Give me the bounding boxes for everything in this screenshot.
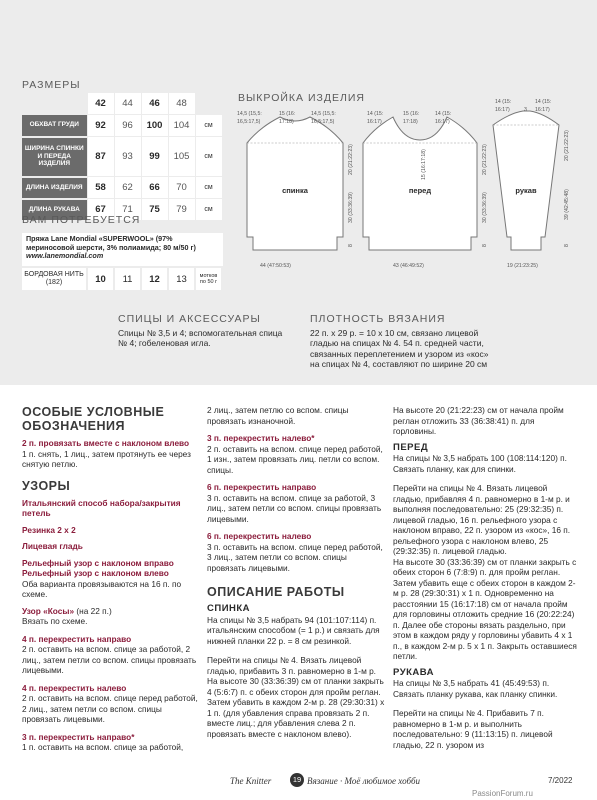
dim-label: 16:17) [535,107,550,113]
dim-label: 30 (33:36:39) [482,192,488,223]
body-text: На спицы № 3,5 набрать 100 (108:114:120) п. Связать планку, как для спинки. [393,453,567,474]
qty-cell: 10 [87,268,114,290]
back-piece [247,117,343,250]
term-title: 2 п. провязать вместе с наклоном влево [22,438,190,448]
patterns-heading: УЗОРЫ [22,478,71,493]
sizes-table [22,92,223,222]
gauge-block [310,314,500,370]
gauge-text: 22 п. х 29 р. = 10 х 10 см, связано лицевой гладью на спицах № 4. 54 п. средней части, связанных переплетением и узором из «кос» на спицах № 4, составляют по ширине 20 см [310,327,489,369]
dim-label: 20 (21:22:23) [348,144,354,175]
sizes-row [22,137,222,177]
gauge-heading: ПЛОТНОСТЬ ВЯЗАНИЯ [310,313,446,325]
needs-heading: ВАМ ПОТРЕБУЕТСЯ [22,214,141,226]
pattern-title-row [22,606,200,617]
dim-label: 16,5:17,5) [237,119,261,125]
pattern-text: Оба варианта провязываются на 16 п. по схеме. [22,578,182,599]
term-title: 4 п. перекрестить налево [22,682,127,693]
dim-label: 8 [564,244,570,247]
cell: 66 [141,177,168,199]
accessories-heading: СПИЦЫ И АКСЕССУАРЫ [118,313,261,325]
pattern-title: Рельефный узор с наклоном влево [22,568,169,578]
term-title: 6 п. перекрестить налево [207,531,312,541]
body-text: На высоте 30 (33:36:39) см от планки закрыть с обеих сторон 6 (7:8:9) п. для пройм реглан. Затем убавить еще с обеих сторон в каждом 2-м р. 28 (29:30:31) х 1 п. Одновременно на расстоянии 15 (16:17:18) см от начала пройм для горловины отложить средние 16 (20:22:24) п. Далее обе стороны вязать раздельно, при этом в каждом ряду у горловины убавить 4 х 1 п., в каждом 2-м р. 5 х 1 п. Закрыть оставшиеся петли. [393,556,577,661]
cell: 99 [141,137,168,177]
issue-number: 7/2022 [548,776,573,785]
dim-label: 39 (42:45:48) [564,189,570,220]
unit: см [195,115,222,137]
dim-label: 14 (15: [495,99,512,105]
term-text: 2 п. оставить на вспом. спице за работой, 2 лиц., затем петли со вспом. спицы провязать лицевыми. [22,644,197,675]
accessories-block [118,314,293,349]
dim-label: 44 (47:50:53) [260,263,291,269]
dim-label: 19 (21:23:25) [507,263,538,269]
yarn-text: Пряжа Lane Mondial «SUPERWOOL» (97% мериносовой шерсти, 3% полиамида; 80 м/50 г) [26,234,196,252]
term-text: 1 п. снять, 1 лиц., затем протянуть ее через снятую петлю. [22,448,191,469]
yarn-site-link[interactable]: www.lanemondial.com [26,251,104,260]
dim-label: 14 (15: [535,99,552,105]
sleeve-heading: РУКАВА [393,666,435,678]
dim-label: 14,5 (15,5: [237,111,262,117]
size-header: 42 [87,93,114,115]
dim-label: 20 (21:22:23) [482,144,488,175]
dim-label: 20 (21:22:23) [564,130,570,161]
magazine-subtitle: Вязание · Моё любимое хобби [307,776,420,786]
pattern-text: Вязать по схеме. [22,616,88,626]
front-heading: ПЕРЕД [393,441,429,453]
dim-label: 14 (15: [435,111,452,117]
qty-cell: 13 [168,268,195,290]
term-text: 2 п. оставить на вспом. спице перед работой, 2 лиц., затем петли со вспом. спицы провязать лицевыми. [22,693,198,724]
unit: см [195,199,222,221]
cell: 79 [168,199,195,221]
dim-label: 16:17) [367,119,382,125]
pattern-title: Резинка 2 х 2 [22,524,76,535]
body-text: На спицы № 3,5 набрать 94 (101:107:114) п. итальянским способом (= 1 р.) и связать для нижней планки 22 р. = 8 см резинкой. [207,614,380,646]
qty-label: БОРДОВАЯ НИТЬ (182) [22,268,87,290]
row-label: ДЛИНА ИЗДЕЛИЯ [22,177,87,199]
unit: см [195,137,222,177]
cell: 104 [168,115,195,137]
cell: 92 [87,115,114,137]
dim-label: 17:18) [403,119,418,125]
sizes-header-row [22,93,222,115]
accessories-text: Спицы № 3,5 и 4; вспомогательная спица № 4; гобеленовая игла. [118,327,283,348]
dim-label: 16:17) [435,119,450,125]
dim-label: 3 [524,107,527,113]
term-text: 3 п. оставить на вспом. спице перед работой, 3 лиц., затем петли со вспом. спицы провязать лицевыми. [207,541,383,573]
body-text: Перейти на спицы № 4. Вязать лицевой гладью, прибавляя 4 п. равномерно в 1-м р. и выполняя последовательно: 25 (29:32:35) п. лицевой гладью, 16 п. рельефного узора с наклоном вправо, 22 п. узором из «кос», 16 п. рельефного узора с наклоном влево, 25 (29:32:35) п. лицевой гладью. [393,483,571,556]
size-header: 48 [168,93,195,115]
term-title: 3 п. перекрестить направо* [22,731,135,742]
dim-label: 8 [348,244,354,247]
dim-label: 15 (16: [279,111,296,117]
dim-label: 14,5 (15,5: [311,111,336,117]
front-label: перед [408,186,432,195]
term-text: 2 п. оставить на вспом. спице перед работой, 1 изн., затем провязать лиц. петли со вспом. спицы. [207,443,383,475]
row-label: ШИРИНА СПИНКИ И ПЕРЕДА ИЗДЕЛИЯ [22,137,87,177]
dim-label: 30 (33:36:39) [348,192,354,223]
body-text: Перейти на спицы № 4. Вязать лицевой гладью, прибавить 3 п. равномерно в 1-м р. На высоте 30 (33:36:39) см от планки закрыть 4 (5:6:7) п. с обеих сторон для пройм реглан. Затем убавить в каждом 2-м р. 28 (29:30:31) х 1 п. (для убавления справа провязать 2 п. вместе лиц.; для убавления слева 2 п. провязать вместе с наклоном влево). [207,655,385,739]
sizes-heading: РАЗМЕРЫ [22,79,81,91]
page-footer [0,770,597,800]
dim-label: 16:17) [495,107,510,113]
pattern-count: (на 22 п.) [74,605,112,616]
body-text: На спицы № 3,5 набрать 41 (45:49:53) п. Связать планку рукава, как планку спинки. [393,678,558,699]
qty-cell: 12 [141,268,168,290]
qty-cell: 11 [114,268,141,290]
cell: 70 [168,177,195,199]
body-text: На высоте 20 (21:22:23) см от начала пройм реглан отложить 33 (36:38:41) п. для горловины. [393,405,564,436]
sleeve-label: рукав [515,186,537,195]
back-heading: СПИНКА [207,603,251,614]
cell: 62 [114,177,141,199]
pattern-title: Рельефный узор с наклоном вправо [22,557,174,568]
term-title: 4 п. перекрестить направо [22,633,132,644]
cell: 87 [87,137,114,177]
term-text: 1 п. оставить на вспом. спице за работой, [22,742,184,752]
term-title: 3 п. перекрестить налево* [207,433,315,443]
abbreviations-heading: ОСОБЫЕ УСЛОВНЫЕ ОБОЗНАЧЕНИЯ [22,405,165,433]
column-1 [22,405,200,753]
qty-row [22,268,222,290]
cell: 67 [87,199,114,221]
sizes-row [22,115,222,137]
magazine-name: The Knitter [230,776,272,786]
back-label: спинка [282,186,308,195]
cell: 71 [114,199,141,221]
body-text: Перейти на спицы № 4. Прибавить 7 п. равномерно в 1-м р. и выполнить последовательно: 9 (11:13:15) п. лицевой гладью, 22 п. узором из [393,708,553,750]
cell: 93 [114,137,141,177]
dim-label: 8 [482,244,488,247]
term-text: 2 лиц., затем петлю со вспом. спицы провязать изнаночной. [207,405,349,426]
watermark: PassionForum.ru [472,789,533,798]
term-title: 6 п. перекрестить направо [207,482,317,492]
cell: 100 [141,115,168,137]
garment-schematic [225,95,585,275]
size-header: 44 [114,93,141,115]
column-2 [207,405,385,739]
cell: 75 [141,199,168,221]
sizes-row [22,177,222,199]
description-heading: ОПИСАНИЕ РАБОТЫ [207,585,345,599]
pattern-title: Узор «Косы» [22,605,75,616]
sleeve-piece [493,111,559,250]
size-header: 46 [141,93,168,115]
column-3 [393,405,578,750]
term-text: 3 п. оставить на вспом. спице за работой, 3 лиц., затем петли со вспом. спицы провязать лицевыми. [207,492,382,524]
yarn-quantity-table [22,268,223,290]
dim-label: 17:18) [279,119,294,125]
front-piece [363,117,477,250]
cell: 105 [168,137,195,177]
pattern-title: Лицевая гладь [22,541,83,551]
row-label: ДЛИНА РУКАВА [22,199,87,221]
cell: 58 [87,177,114,199]
pattern-heading: ВЫКРОЙКА ИЗДЕЛИЯ [238,92,365,104]
dim-label: 15 (16: [403,111,420,117]
dim-label: 43 (46:49:52) [393,263,424,269]
cell: 96 [114,115,141,137]
dim-label: 15 (16:17:18) [421,149,427,180]
unit: см [195,177,222,199]
qty-unit: мотков по 50 г [195,268,222,290]
row-label: ОБХВАТ ГРУДИ [22,115,87,137]
pattern-title: Итальянский способ набора/закрытия петель [22,497,181,518]
page-number: 19 [290,773,304,787]
dim-label: 16,5:17,5) [311,119,335,125]
dim-label: 14 (15: [367,111,384,117]
yarn-box [22,233,223,266]
